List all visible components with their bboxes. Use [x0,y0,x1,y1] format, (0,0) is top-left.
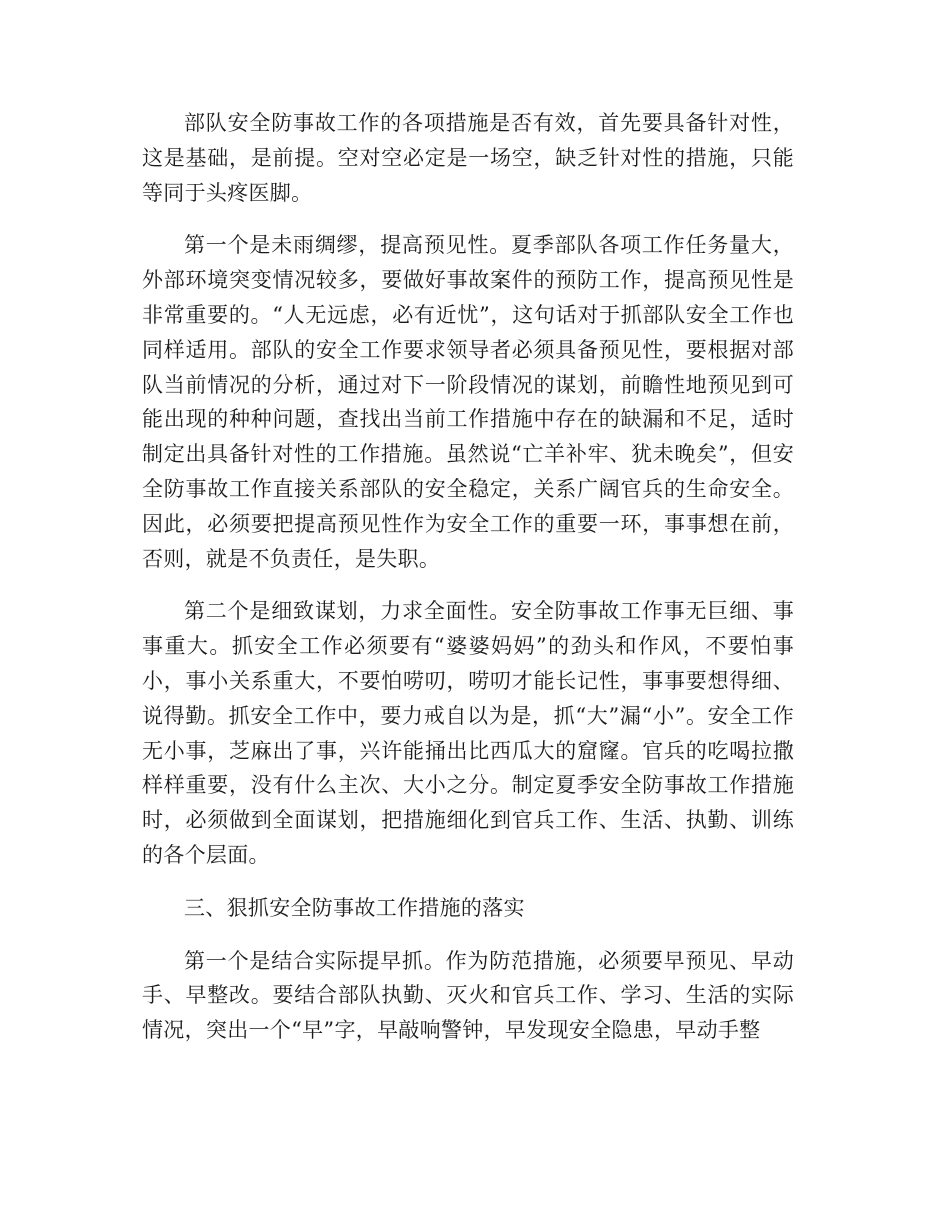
paragraph-targeting: 部队安全防事故工作的各项措施是否有效，首先要具备针对性，这是基础，是前提。空对空必定是一场空，缺乏针对性的措施，只能等同于头疼医脚。 [142,111,794,205]
paragraph-foresight: 第一个是未雨绸缪，提高预见性。夏季部队各项工作任务量大，外部环境突变情况较多，要做好事故案件的预防工作，提高预见性是非常重要的。“人无远虑，必有近忧”，这句话对于抓部队安全工作也同样适用。部队的安全工作要求领导者必须具备预见性，要根据对部队当前情况的分析，通过对下一阶段情况的谋划，前瞻性地预见到可能出现的种种问题，查找出当前工作措施中存在的缺漏和不足，适时制定出具备针对性的工作措施。虽然说“亡羊补牢、犹未晚矣”，但安全防事故工作直接关系部队的安全稳定，关系广阔官兵的生命安全。因此，必须要把提高预见性作为安全工作的重要一环，事事想在前，否则，就是不负责任，是失职。 [142,233,794,571]
paragraph-early-action: 第一个是结合实际提早抓。作为防范措施，必须要早预见、早动手、早整改。要结合部队执勤、灭火和官兵工作、学习、生活的实际情况，突出一个“早”字，早敲响警钟，早发现安全隐患，早动手整 [142,948,794,1043]
section-heading-implementation: 三、狠抓安全防事故工作措施的落实 [184,895,525,920]
document-body [142,106,794,1066]
paragraph-comprehensive: 第二个是细致谋划，力求全面性。安全防事故工作事无巨细、事事重大。抓安全工作必须要有“婆婆妈妈”的劲头和作风，不要怕事小，事小关系重大，不要怕唠叨，唠叨才能长记性，事事要想得细、说得勤。抓安全工作中，要力戒自以为是，抓“大”漏“小”。安全工作无小事，芝麻出了事，兴许能捅出比西瓜大的窟窿。官兵的吃喝拉撒样样重要，没有什么主次、大小之分。制定夏季安全防事故工作措施时，必须做到全面谋划，把措施细化到官兵工作、生活、执勤、训练的各个层面。 [142,599,794,867]
